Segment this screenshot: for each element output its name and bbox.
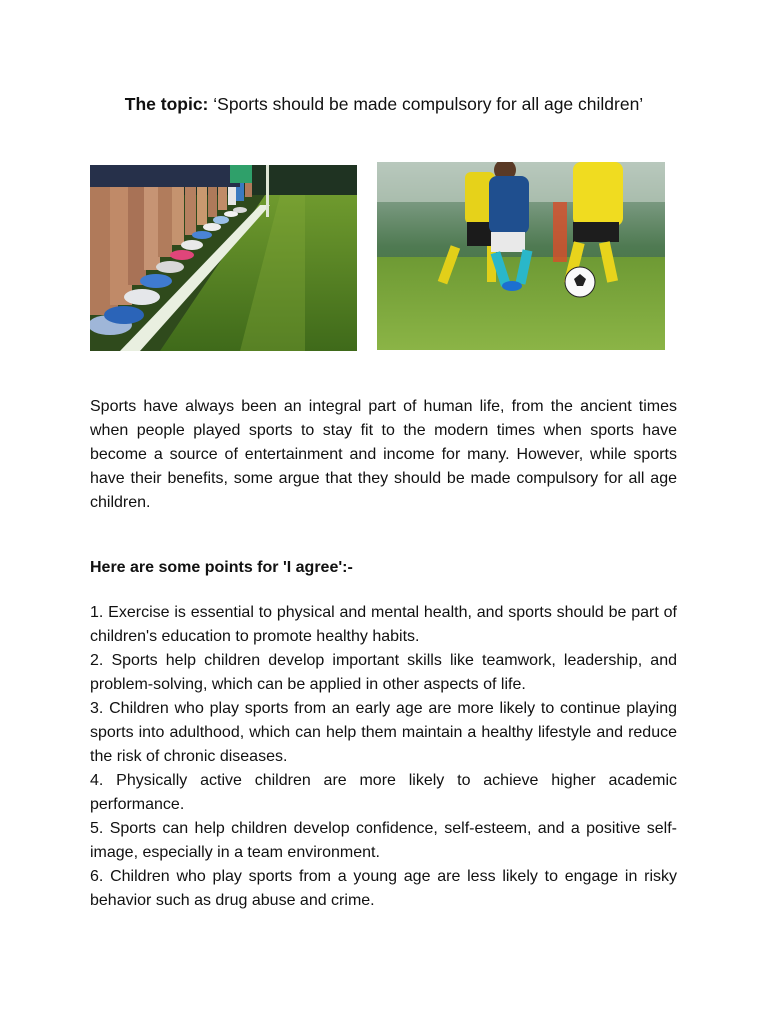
list-item: 1. Exercise is essential to physical and mental health, and sports should be part of children's education to promote healthy habits. xyxy=(90,604,677,645)
agree-points-list xyxy=(90,601,677,913)
list-item: 2. Sports help children develop important skills like teamwork, leadership, and problem-solving, which can be applied in other aspects of life. xyxy=(90,652,677,693)
children-football-photo xyxy=(377,162,665,350)
page-title xyxy=(0,92,768,116)
topic-label: The topic: xyxy=(124,94,209,114)
runners-feet-photo xyxy=(90,165,357,351)
agree-heading: Here are some points for 'I agree':- xyxy=(90,559,353,576)
list-item: 3. Children who play sports from an early age are more likely to continue playing sports into adulthood, which can help them maintain a healthy lifestyle and reduce the risk of chronic diseases. xyxy=(90,700,677,765)
list-item: 4. Physically active children are more likely to achieve higher academic performance. xyxy=(90,772,677,813)
topic-text: ‘Sports should be made compulsory for all age children’ xyxy=(208,94,644,114)
list-item: 5. Sports can help children develop confidence, self-esteem, and a positive self-image, especially in a team environment. xyxy=(90,820,677,861)
intro-paragraph: Sports have always been an integral part of human life, from the ancient times when people played sports to stay fit to the modern times when sports have become a source of entertainment and income for many. However, while sports have their benefits, some argue that they should be made compulsory for all age children. xyxy=(90,398,677,511)
list-item: 6. Children who play sports from a young age are less likely to engage in risky behavior such as drug abuse and crime. xyxy=(90,868,677,909)
